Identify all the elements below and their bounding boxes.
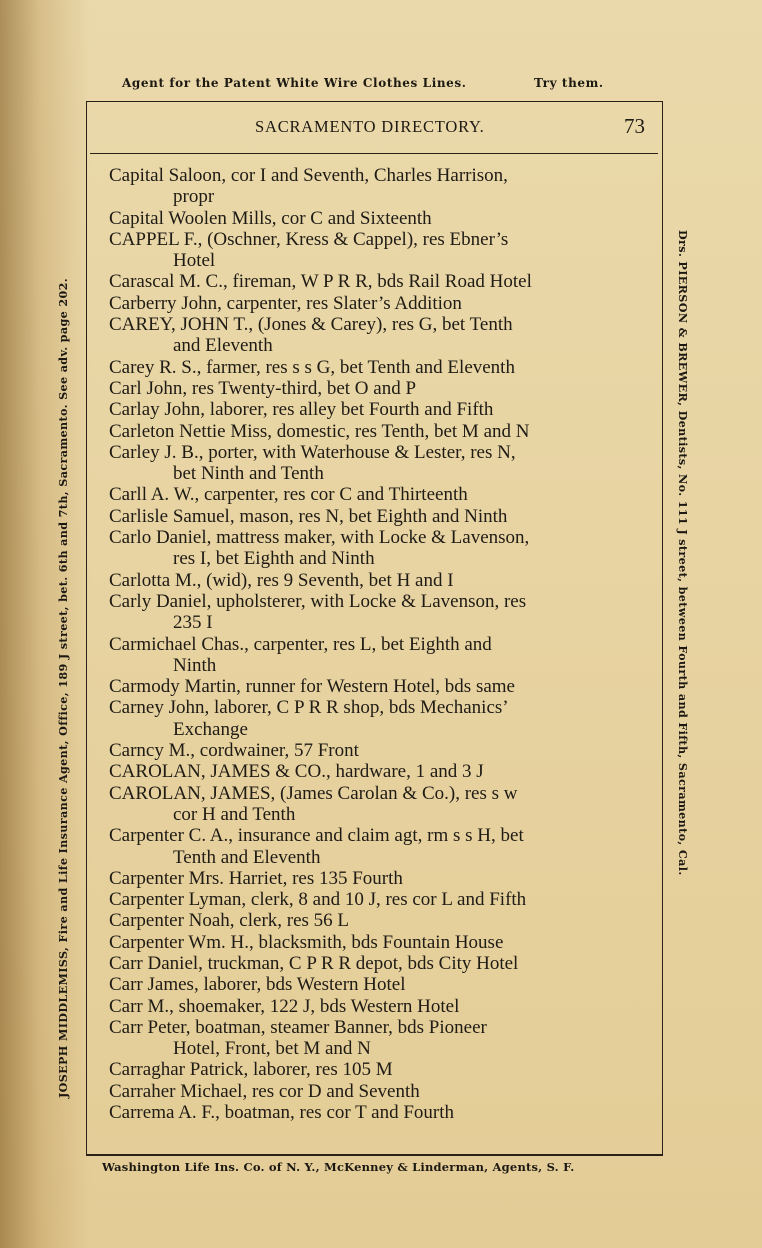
entry-line: Carley J. B., porter, with Waterhouse & Lester, res N, [109, 441, 516, 463]
left-margin-advertisement: JOSEPH MIDDLEMISS, Fire and Life Insurance Agent, Office, 189 J street, bet. 6th and 7th, Sacramento. See adv. page 202. [56, 278, 70, 1098]
entry-line: Carpenter Mrs. Harriet, res 135 Fourth [109, 867, 403, 889]
entry-continuation: propr [173, 186, 215, 208]
entry-line: Carlisle Samuel, mason, res N, bet Eighth and Ninth [109, 505, 508, 527]
directory-entry [109, 697, 634, 740]
directory-entry [109, 293, 634, 314]
entry-line: Carr Peter, boatman, steamer Banner, bds Pioneer [109, 1016, 487, 1038]
page-number: 73 [624, 114, 645, 138]
top-ad-text: Agent for the Patent White Wire Clothes Lines. [122, 76, 467, 90]
directory-entry [109, 1017, 634, 1060]
entry-line: Carraher Michael, res cor D and Seventh [109, 1080, 420, 1102]
directory-entry [109, 506, 634, 527]
directory-entry [109, 868, 634, 889]
directory-entry [109, 996, 634, 1017]
entry-continuation: Hotel, Front, bet M and N [173, 1038, 371, 1060]
directory-entry [109, 314, 634, 357]
entry-continuation: 235 I [173, 612, 213, 634]
directory-entry [109, 570, 634, 591]
directory-entry [109, 527, 634, 570]
entry-line: Carraghar Patrick, laborer, res 105 M [109, 1059, 393, 1081]
directory-entry [109, 932, 634, 953]
entry-line: Carleton Nettie Miss, domestic, res Tenth, bet M and N [109, 420, 530, 442]
entry-continuation: bet Ninth and Tenth [173, 463, 324, 485]
entry-line: CAREY, JOHN T., (Jones & Carey), res G, bet Tenth [109, 314, 513, 336]
directory-entry [109, 825, 634, 868]
directory-entry [109, 1059, 634, 1080]
directory-entry [109, 1102, 634, 1123]
directory-entry [109, 740, 634, 761]
directory-entry [109, 591, 634, 634]
entry-continuation: and Eleventh [173, 335, 273, 357]
directory-entry [109, 442, 634, 485]
directory-entry [109, 889, 634, 910]
entry-line: Carlotta M., (wid), res 9 Seventh, bet H and I [109, 569, 454, 591]
entry-line: Carl John, res Twenty-third, bet O and P [109, 377, 417, 399]
directory-entry [109, 421, 634, 442]
directory-entry [109, 761, 634, 782]
directory-entry [109, 783, 634, 826]
header-divider [90, 153, 658, 154]
directory-entry [109, 910, 634, 931]
right-margin-advertisement: Drs. PIERSON & BREWER, Dentists, No. 111 J street, between Fourth and Fifth, Sacramento, Cal. [676, 230, 690, 876]
entry-continuation: Tenth and Eleventh [173, 846, 321, 868]
directory-entry [109, 676, 634, 697]
directory-entry [109, 484, 634, 505]
entry-continuation: Ninth [173, 654, 217, 676]
directory-entry [109, 229, 634, 272]
entry-line: Carpenter Noah, clerk, res 56 L [109, 910, 350, 932]
entry-line: Carll A. W., carpenter, res cor C and Thirteenth [109, 484, 468, 506]
entry-continuation: res I, bet Eighth and Ninth [173, 548, 375, 570]
entry-line: Carney John, laborer, C P R R shop, bds Mechanics’ [109, 697, 509, 719]
entry-continuation: Exchange [173, 718, 248, 740]
entry-line: Carascal M. C., fireman, W P R R, bds Rail Road Hotel [109, 271, 532, 293]
entry-line: Carpenter C. A., insurance and claim agt, rm s s H, bet [109, 825, 524, 847]
directory-entry [109, 634, 634, 677]
entry-line: Carberry John, carpenter, res Slater’s Addition [109, 292, 462, 314]
entry-line: Carpenter Lyman, clerk, 8 and 10 J, res cor L and Fifth [109, 889, 527, 911]
entry-line: Carey R. S., farmer, res s s G, bet Tenth and Eleventh [109, 356, 515, 378]
entry-line: CAROLAN, JAMES, (James Carolan & Co.), res s w [109, 782, 518, 804]
directory-entry [109, 399, 634, 420]
entry-line: Carpenter Wm. H., blacksmith, bds Fountain House [109, 931, 504, 953]
entry-continuation: cor H and Tenth [173, 803, 296, 825]
directory-entry [109, 208, 634, 229]
entry-line: Capital Woolen Mills, cor C and Sixteenth [109, 207, 432, 229]
entry-line: Carrema A. F., boatman, res cor T and Fourth [109, 1102, 454, 1124]
top-ad-tagline: Try them. [534, 76, 604, 90]
entry-line: Carncy M., cordwainer, 57 Front [109, 740, 359, 762]
entry-line: CAROLAN, JAMES & CO., hardware, 1 and 3 J [109, 761, 484, 783]
entry-line: CAPPEL F., (Oschner, Kress & Cappel), res Ebner’s [109, 228, 509, 250]
directory-entry [109, 974, 634, 995]
directory-entry [109, 953, 634, 974]
entry-line: Carly Daniel, upholsterer, with Locke & Lavenson, res [109, 590, 527, 612]
entry-line: Carlay John, laborer, res alley bet Fourth and Fifth [109, 399, 494, 421]
entry-line: Capital Saloon, cor I and Seventh, Charles Harrison, [109, 165, 508, 186]
directory-entry [109, 1081, 634, 1102]
directory-entry [109, 357, 634, 378]
directory-entry [109, 271, 634, 292]
bottom-advertisement: Washington Life Ins. Co. of N. Y., McKenney & Linderman, Agents, S. F. [102, 1160, 575, 1174]
directory-entries [109, 165, 634, 1123]
entry-line: Carr Daniel, truckman, C P R R depot, bds City Hotel [109, 952, 519, 974]
entry-line: Carmody Martin, runner for Western Hotel, bds same [109, 676, 515, 698]
entry-line: Carr M., shoemaker, 122 J, bds Western Hotel [109, 995, 460, 1017]
entry-line: Carr James, laborer, bds Western Hotel [109, 974, 406, 996]
entry-line: Carmichael Chas., carpenter, res L, bet Eighth and [109, 633, 492, 655]
entry-line: Carlo Daniel, mattress maker, with Locke & Lavenson, [109, 527, 530, 549]
entry-continuation: Hotel [173, 250, 216, 272]
directory-entry [109, 165, 634, 208]
directory-entry [109, 378, 634, 399]
page-title: SACRAMENTO DIRECTORY. [255, 117, 485, 136]
